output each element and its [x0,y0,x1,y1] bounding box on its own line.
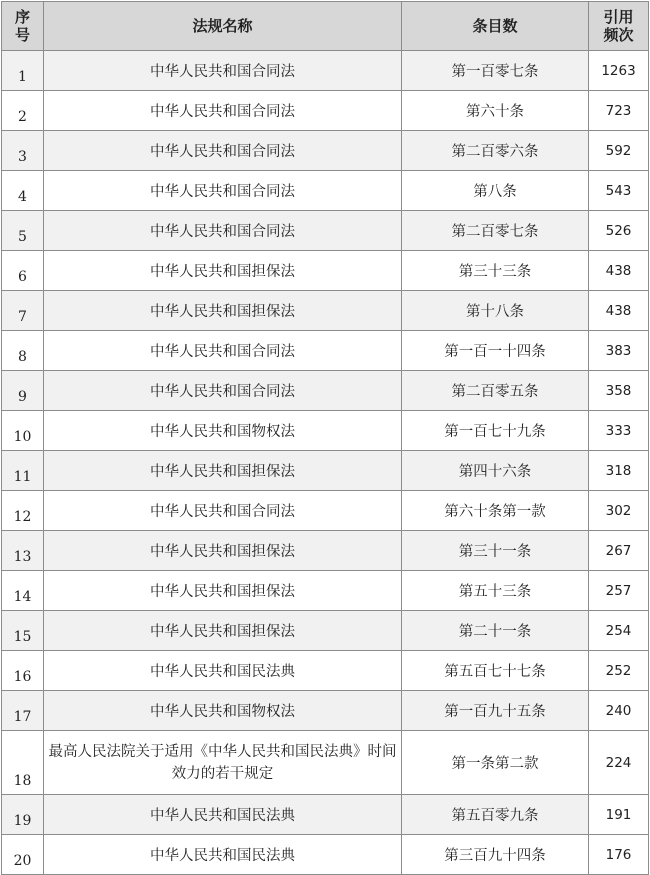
row-index: 8 [2,331,44,371]
row-article: 第五百七十七条 [402,651,589,691]
header-name: 法规名称 [44,2,402,51]
header-index-line1: 序 [14,8,30,26]
table-row [2,491,649,531]
row-article: 第三百九十四条 [402,835,589,875]
row-index: 1 [2,51,44,91]
row-article: 第四十六条 [402,451,589,491]
row-index: 13 [2,531,44,571]
row-article: 第一条第二款 [402,731,589,795]
header-index-line2: 号 [14,26,30,44]
table-row [2,531,649,571]
row-article: 第三十一条 [402,531,589,571]
row-article: 第一百九十五条 [402,691,589,731]
row-regulation-name: 中华人民共和国合同法 [44,331,402,371]
row-article: 第五百零九条 [402,795,589,835]
row-regulation-name: 中华人民共和国物权法 [44,411,402,451]
table-row [2,795,649,835]
header-frequency-line2: 频次 [603,26,634,44]
row-regulation-name: 中华人民共和国担保法 [44,451,402,491]
row-index: 16 [2,651,44,691]
row-article: 第八条 [402,171,589,211]
row-frequency: 254 [589,611,649,651]
row-index: 11 [2,451,44,491]
table-row [2,611,649,651]
row-regulation-name: 中华人民共和国担保法 [44,291,402,331]
table-row [2,331,649,371]
row-regulation-name: 中华人民共和国担保法 [44,571,402,611]
row-frequency: 526 [589,211,649,251]
row-regulation-name: 最高人民法院关于适用《中华人民共和国民法典》时间效力的若干规定 [44,731,402,795]
row-regulation-name: 中华人民共和国担保法 [44,611,402,651]
header-frequency-line1: 引用 [603,8,634,26]
regulation-citation-table [1,1,649,875]
row-article: 第二百零六条 [402,131,589,171]
table-row [2,291,649,331]
row-index: 12 [2,491,44,531]
row-frequency: 1263 [589,51,649,91]
row-regulation-name: 中华人民共和国合同法 [44,491,402,531]
row-regulation-name: 中华人民共和国合同法 [44,51,402,91]
row-frequency: 240 [589,691,649,731]
table-row [2,91,649,131]
row-article: 第一百七十九条 [402,411,589,451]
table-row [2,691,649,731]
row-frequency: 383 [589,331,649,371]
row-regulation-name: 中华人民共和国担保法 [44,251,402,291]
header-article: 条目数 [402,2,589,51]
row-index: 6 [2,251,44,291]
row-index: 19 [2,795,44,835]
row-regulation-name: 中华人民共和国合同法 [44,131,402,171]
row-regulation-name: 中华人民共和国物权法 [44,691,402,731]
row-index: 10 [2,411,44,451]
row-regulation-name: 中华人民共和国民法典 [44,651,402,691]
row-frequency: 592 [589,131,649,171]
row-index: 2 [2,91,44,131]
row-frequency: 723 [589,91,649,131]
row-frequency: 267 [589,531,649,571]
header-frequency [589,2,649,51]
row-index: 7 [2,291,44,331]
row-index: 17 [2,691,44,731]
row-index: 15 [2,611,44,651]
row-article: 第二百零五条 [402,371,589,411]
row-frequency: 438 [589,291,649,331]
row-regulation-name: 中华人民共和国合同法 [44,371,402,411]
table-row [2,411,649,451]
row-article: 第五十三条 [402,571,589,611]
table-row [2,251,649,291]
row-regulation-name: 中华人民共和国合同法 [44,211,402,251]
row-index: 14 [2,571,44,611]
table-row [2,731,649,795]
row-frequency: 438 [589,251,649,291]
row-frequency: 224 [589,731,649,795]
row-frequency: 358 [589,371,649,411]
table-body [2,51,649,875]
row-frequency: 191 [589,795,649,835]
row-index: 5 [2,211,44,251]
row-frequency: 302 [589,491,649,531]
row-frequency: 252 [589,651,649,691]
row-regulation-name: 中华人民共和国民法典 [44,835,402,875]
row-regulation-name: 中华人民共和国民法典 [44,795,402,835]
header-row [2,2,649,51]
row-frequency: 318 [589,451,649,491]
row-index: 20 [2,835,44,875]
table-row [2,51,649,91]
row-frequency: 333 [589,411,649,451]
table-row [2,371,649,411]
row-frequency: 543 [589,171,649,211]
row-regulation-name: 中华人民共和国合同法 [44,91,402,131]
table-row [2,571,649,611]
row-article: 第二百零七条 [402,211,589,251]
row-article: 第一百一十四条 [402,331,589,371]
row-article: 第三十三条 [402,251,589,291]
header-index [2,2,44,51]
table-header [2,2,649,51]
row-article: 第二十一条 [402,611,589,651]
table-row [2,211,649,251]
row-frequency: 176 [589,835,649,875]
row-frequency: 257 [589,571,649,611]
row-article: 第六十条第一款 [402,491,589,531]
table-row [2,131,649,171]
row-index: 4 [2,171,44,211]
row-article: 第一百零七条 [402,51,589,91]
row-regulation-name: 中华人民共和国合同法 [44,171,402,211]
table-row [2,651,649,691]
row-regulation-name: 中华人民共和国担保法 [44,531,402,571]
row-index: 3 [2,131,44,171]
table-row [2,835,649,875]
row-index: 9 [2,371,44,411]
table-row [2,451,649,491]
row-article: 第六十条 [402,91,589,131]
table-row [2,171,649,211]
row-index: 18 [2,731,44,795]
row-article: 第十八条 [402,291,589,331]
